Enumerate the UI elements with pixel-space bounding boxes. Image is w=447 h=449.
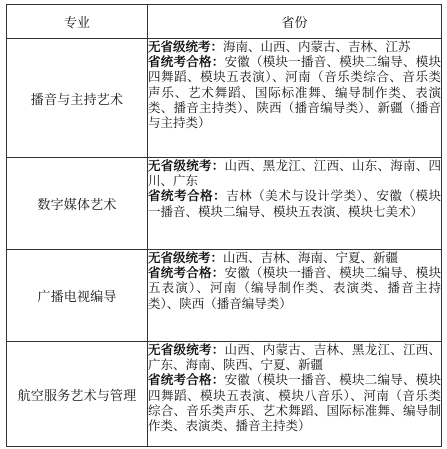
province-cell: [148, 39, 442, 158]
pass-exam-label: 省统考合格：: [148, 265, 225, 281]
pass-exam-line: [148, 54, 441, 130]
no-exam-provinces: 山西、吉林、海南、宁夏、新疆: [223, 250, 399, 265]
pass-exam-provinces: 安徽（模块一播音、模块二编导、模块四舞蹈、模块五表演、模块八音乐）、河南（音乐类综合、音乐类声乐、艺术舞蹈、国际标准舞、编导制作类、表演类、播音主持类）: [148, 372, 441, 434]
pass-exam-provinces: 吉林（美术与设计学类）、安徽（模块一播音、模块二编导、模块五表演、模块七美术）: [148, 188, 441, 219]
pass-exam-line: [148, 188, 441, 218]
table-row: [7, 158, 442, 250]
table-row: [7, 250, 442, 342]
no-exam-provinces: 山西、内蒙古、吉林、黑龙江、江西、广东、海南、陕西、宁夏、新疆: [148, 342, 441, 373]
pass-exam-label: 省统考合格：: [148, 372, 225, 388]
header-province: 省份: [148, 5, 442, 39]
header-major: 专业: [7, 5, 148, 39]
no-exam-label: 无省级统考：: [148, 250, 224, 265]
pass-exam-line: [148, 265, 441, 311]
major-cell: 数字媒体艺术: [7, 158, 148, 250]
no-exam-provinces: 山西、黑龙江、江西、山东、海南、四川、广东: [148, 158, 441, 189]
province-cell: [148, 250, 442, 342]
pass-exam-label: 省统考合格：: [148, 54, 225, 70]
requirements-table: [6, 4, 442, 447]
table-row: [7, 342, 442, 447]
table-row: [7, 39, 442, 158]
no-exam-line: [148, 158, 441, 188]
no-exam-provinces: 海南、山西、内蒙古、吉林、江苏: [223, 39, 411, 54]
no-exam-line: [148, 250, 441, 265]
pass-exam-line: [148, 372, 441, 433]
pass-exam-provinces: 安徽（模块一播音、模块二编导、模块五表演）、河南（编导制作类、表演类、播音主持类）、陕西（播音编导类）: [148, 265, 441, 311]
no-exam-label: 无省级统考：: [148, 158, 225, 173]
pass-exam-label: 省统考合格：: [148, 188, 227, 204]
major-cell: 播音与主持艺术: [7, 39, 148, 158]
province-cell: [148, 342, 442, 447]
major-cell: 航空服务艺术与管理: [7, 342, 148, 447]
no-exam-label: 无省级统考：: [148, 342, 225, 357]
province-cell: [148, 158, 442, 250]
major-cell: 广播电视编导: [7, 250, 148, 342]
no-exam-line: [148, 39, 441, 54]
no-exam-label: 无省级统考：: [148, 39, 224, 54]
no-exam-line: [148, 342, 441, 372]
header-row: [7, 5, 442, 39]
pass-exam-provinces: 安徽（模块一播音、模块二编导、模块四舞蹈、模块五表演）、河南（音乐类综合、音乐类声乐、艺术舞蹈、国际标准舞、编导制作类、表演类、播音主持类）、陕西（播音编导类）、新疆（播音与主持类）: [148, 54, 441, 131]
